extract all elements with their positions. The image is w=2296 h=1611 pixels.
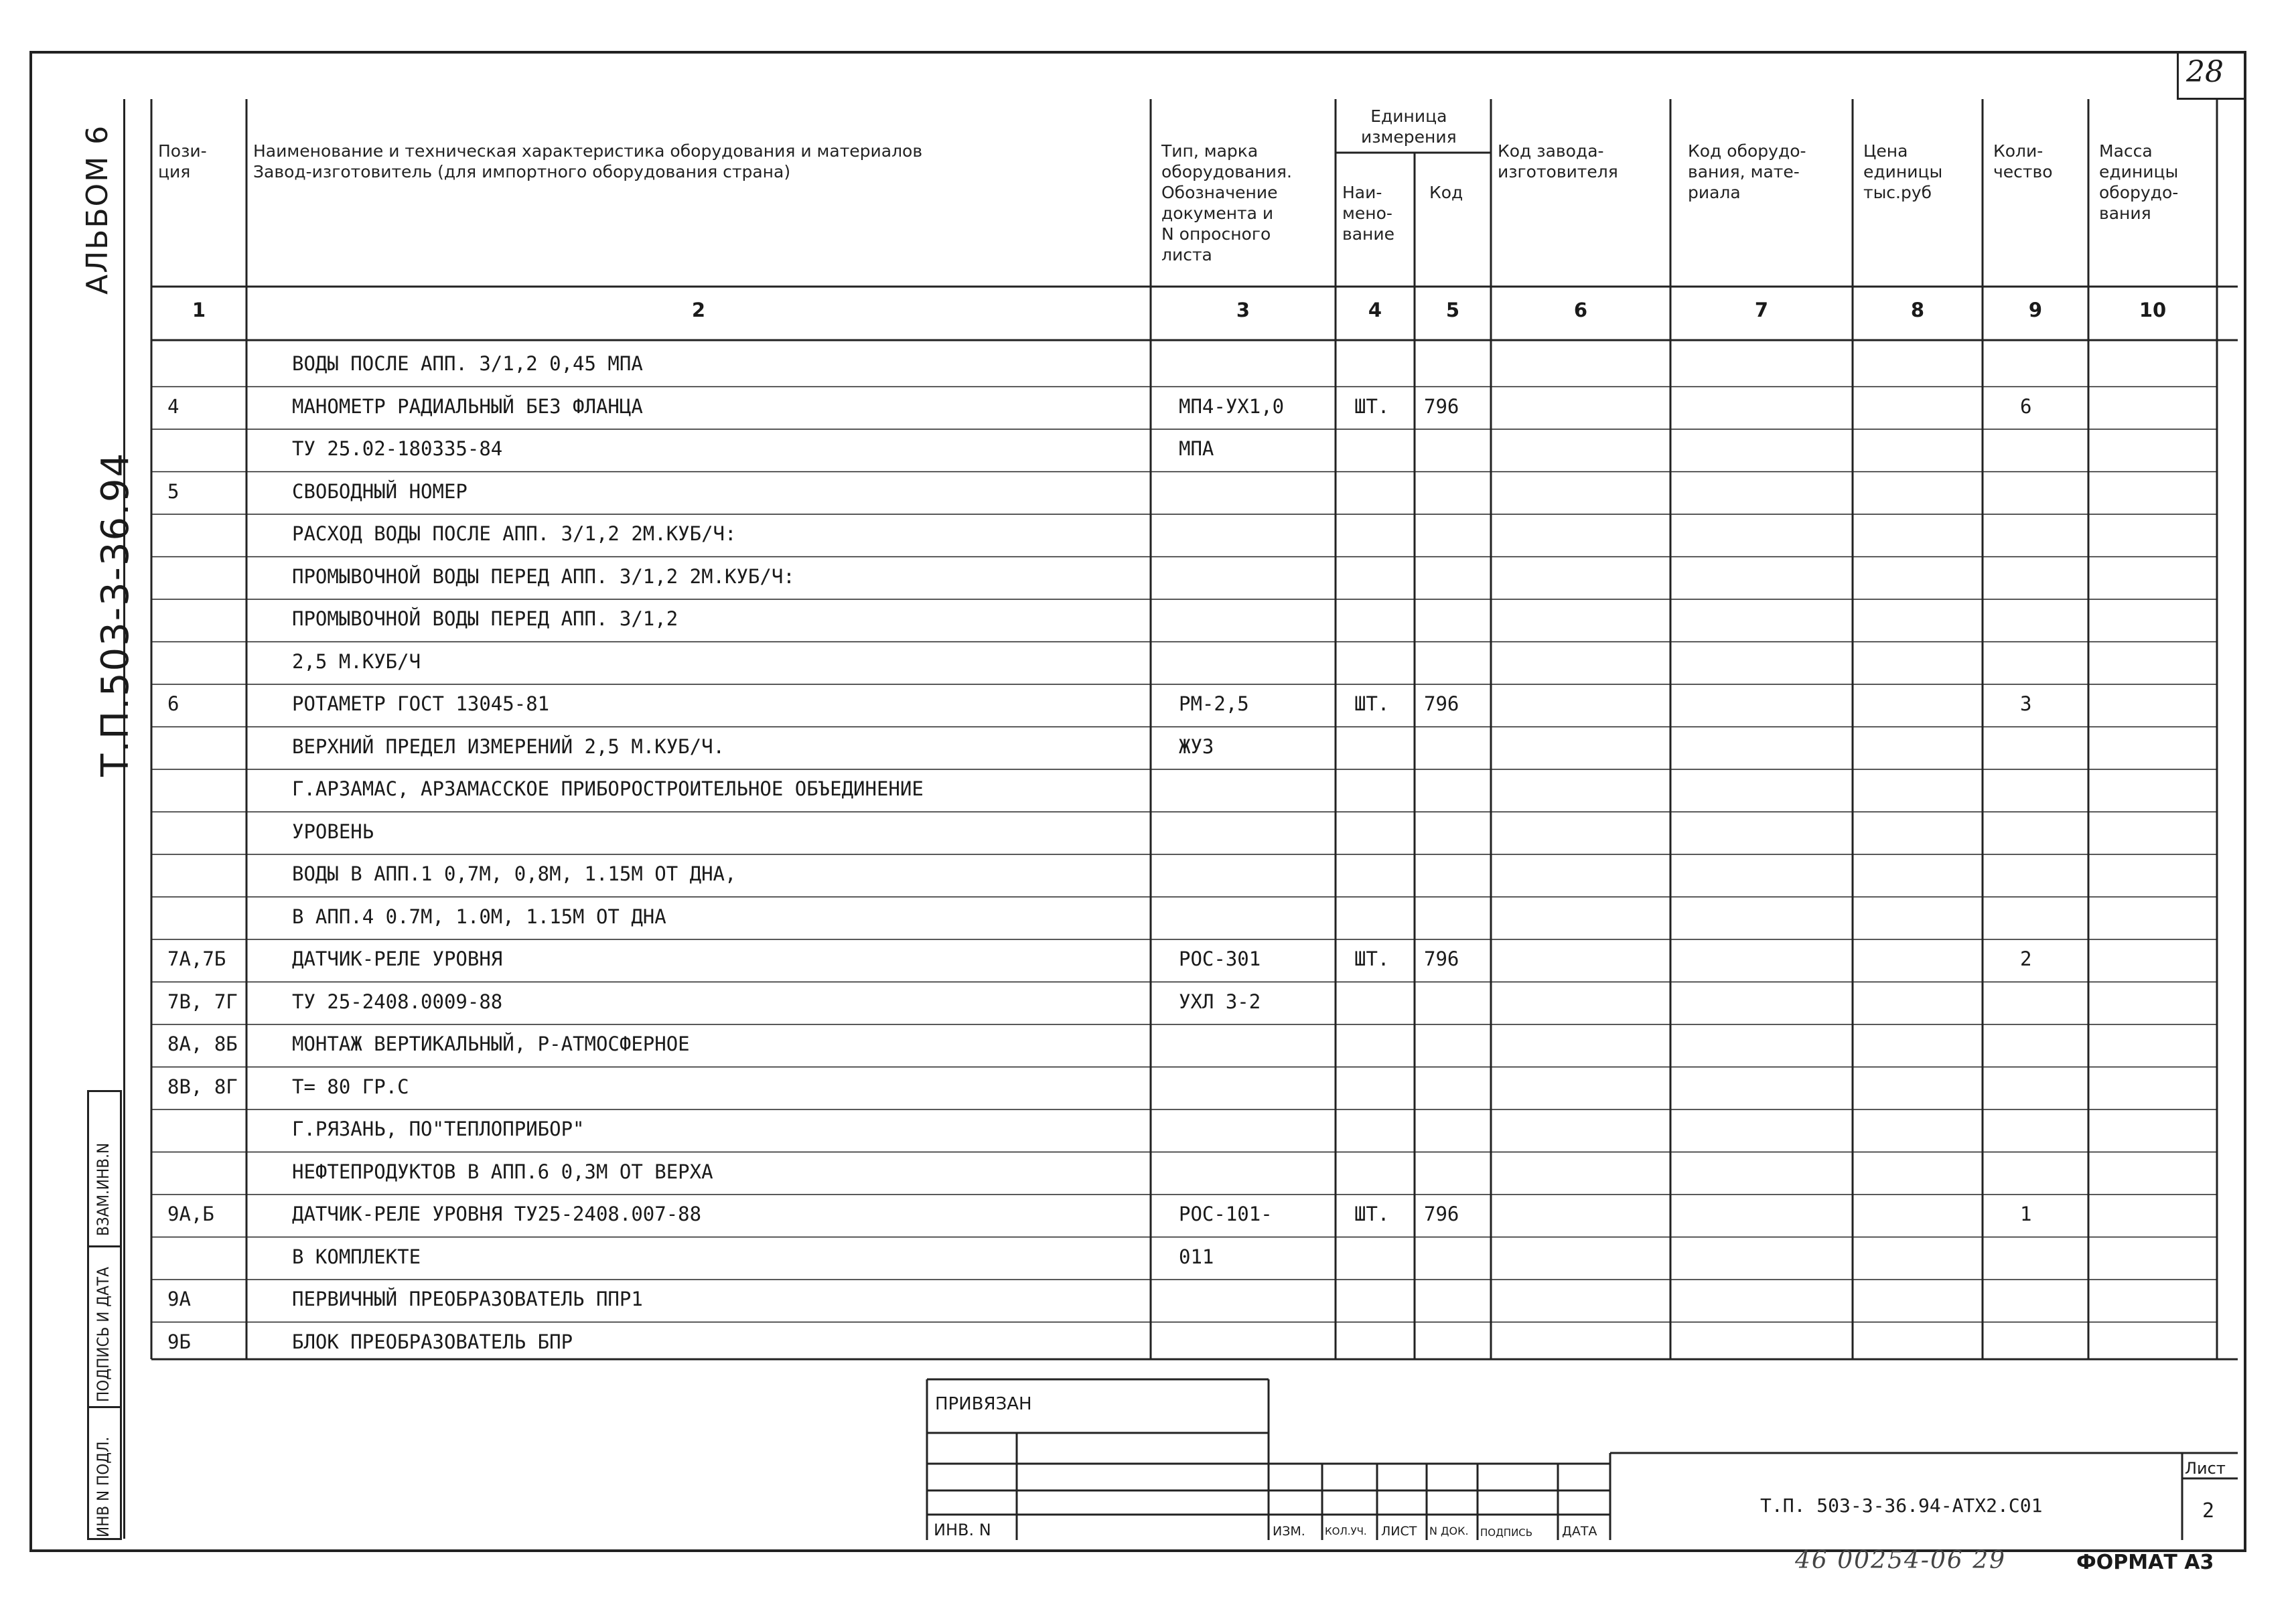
row-name: МАНОМЕТР РАДИАЛЬНЫЙ БЕЗ ФЛАНЦА xyxy=(292,394,643,418)
row-name: ПРОМЫВОЧНОЙ ВОДЫ ПЕРЕД АПП. 3/1,2 2М.КУБ/Ч: xyxy=(292,564,795,588)
row-name: МОНТАЖ ВЕРТИКАЛЬНЫЙ, Р-АТМОСФЕРНОЕ xyxy=(292,1032,690,1055)
row-type: ЖУЗ xyxy=(1179,735,1214,758)
column-number-10: 10 xyxy=(2139,299,2167,321)
format-label: ФОРМАТ А3 xyxy=(2076,1551,2214,1574)
header-unit-code: Код xyxy=(1429,183,1463,202)
row-quantity: 6 xyxy=(2020,394,2032,418)
row-name: БЛОК ПРЕОБРАЗОВАТЕЛЬ БПР xyxy=(292,1330,573,1353)
row-name: ВЕРХНИЙ ПРЕДЕЛ ИЗМЕРЕНИЙ 2,5 М.КУБ/Ч. xyxy=(292,735,725,758)
row-unit: ШТ. xyxy=(1354,692,1390,715)
row-name: НЕФТЕПРОДУКТОВ В АПП.6 0,3М ОТ ВЕРХА xyxy=(292,1160,713,1183)
row-name: Г.РЯЗАНЬ, ПО"ТЕПЛОПРИБОР" xyxy=(292,1118,585,1140)
row-name: РОТАМЕТР ГОСТ 13045-81 xyxy=(292,692,550,715)
header-equipment-code: Код оборудо- вания, мате- риала xyxy=(1688,141,1806,202)
header-price: Цена единицы тыс.руб xyxy=(1863,141,1943,202)
row-type: 011 xyxy=(1179,1245,1214,1268)
row-position: 8А, 8Б xyxy=(167,1032,238,1055)
row-type: МПА xyxy=(1179,437,1214,460)
header-mass: Масса единицы оборудо- вания xyxy=(2099,141,2179,223)
header-name: Наименование и техническая характеристика оборудования и материалов Завод-изготовитель (для импортного оборудования страна) xyxy=(253,141,923,181)
row-name: РАСХОД ВОДЫ ПОСЛЕ АПП. 3/1,2 2М.КУБ/Ч: xyxy=(292,522,737,545)
row-type: УХЛ 3-2 xyxy=(1179,990,1261,1013)
stamp-inv-number: ИНВ. N xyxy=(934,1521,991,1539)
stamp-col-podpis: ПОДПИСЬ xyxy=(1480,1527,1533,1539)
sheet-label: Лист xyxy=(2185,1459,2226,1478)
column-number-6: 6 xyxy=(1573,299,1588,321)
header-position: Пози- ция xyxy=(158,141,207,181)
header-unit-name: Наи- мено- вание xyxy=(1342,183,1395,244)
left-stamp-vzam: ВЗАМ.ИНВ.N xyxy=(94,1142,113,1236)
row-name: Т= 80 ГР.С xyxy=(292,1075,409,1098)
column-number-2: 2 xyxy=(691,299,706,321)
header-quantity: Коли- чество xyxy=(1993,141,2053,181)
row-unit-code: 796 xyxy=(1424,1203,1459,1225)
row-name: СВОБОДНЫЙ НОМЕР xyxy=(292,479,468,503)
row-position: 9А,Б xyxy=(167,1203,214,1225)
row-unit: ШТ. xyxy=(1354,1203,1390,1225)
row-name: ДАТЧИК-РЕЛЕ УРОВНЯ xyxy=(292,947,503,970)
row-position: 6 xyxy=(167,692,180,715)
stamp-col-ndok: N ДОК. xyxy=(1429,1525,1469,1537)
stamp-privyazan: ПРИВЯЗАН xyxy=(935,1394,1032,1414)
row-name: В КОМПЛЕКТЕ xyxy=(292,1245,421,1268)
document-code: Т.П. 503-3-36.94-АТХ2.С01 xyxy=(1760,1494,2043,1517)
column-number-9: 9 xyxy=(2028,299,2043,321)
stamp-col-kol: КОЛ.УЧ. xyxy=(1325,1525,1367,1537)
header-plant-code: Код завода- изготовителя xyxy=(1498,141,1618,181)
row-name: УРОВЕНЬ xyxy=(292,820,374,843)
row-name: 2,5 М.КУБ/Ч xyxy=(292,649,421,673)
album-label: АЛЬБОМ 6 xyxy=(80,124,115,295)
row-unit: ШТ. xyxy=(1354,394,1390,418)
column-number-1: 1 xyxy=(192,299,206,321)
row-quantity: 1 xyxy=(2020,1203,2032,1225)
column-number-7: 7 xyxy=(1754,299,1769,321)
row-unit-code: 796 xyxy=(1424,394,1459,418)
row-name: Г.АРЗАМАС, АРЗАМАССКОЕ ПРИБОРОСТРОИТЕЛЬНОЕ ОБЪЕДИНЕНИЕ xyxy=(292,777,924,800)
header-type: Тип, марка оборудования. Обозначение документа и N опросного листа xyxy=(1161,141,1292,264)
stamp-col-data: ДАТА xyxy=(1562,1524,1597,1539)
column-number-5: 5 xyxy=(1445,299,1460,321)
row-position: 7В, 7Г xyxy=(167,990,238,1013)
row-name: В АПП.4 0.7М, 1.0М, 1.15М ОТ ДНА xyxy=(292,905,666,928)
row-name: ТУ 25-2408.0009-88 xyxy=(292,990,503,1013)
row-name: ДАТЧИК-РЕЛЕ УРОВНЯ ТУ25-2408.007-88 xyxy=(292,1203,702,1225)
row-name: ПЕРВИЧНЫЙ ПРЕОБРАЗОВАТЕЛЬ ППР1 xyxy=(292,1288,643,1310)
stamp-col-list: ЛИСТ xyxy=(1381,1524,1417,1539)
header-unit-group: Единица измерения xyxy=(1361,106,1457,147)
row-type: МП4-УХ1,0 xyxy=(1179,394,1285,418)
row-unit-code: 796 xyxy=(1424,947,1459,970)
row-quantity: 3 xyxy=(2020,692,2032,715)
row-type: РОС-101- xyxy=(1179,1203,1273,1225)
row-position: 8В, 8Г xyxy=(167,1075,238,1098)
row-position: 9А xyxy=(167,1288,191,1310)
left-stamp-sign: ПОДПИСЬ И ДАТА xyxy=(94,1267,113,1402)
row-name: ПРОМЫВОЧНОЙ ВОДЫ ПЕРЕД АПП. 3/1,2 xyxy=(292,607,678,630)
handwritten-inventory: 46 00254-06 29 xyxy=(1795,1547,2006,1574)
sheet-number: 2 xyxy=(2202,1499,2215,1523)
row-name: ТУ 25.02-180335-84 xyxy=(292,437,503,460)
column-number-3: 3 xyxy=(1236,299,1250,321)
left-stamp-inv: ИНВ N ПОДЛ. xyxy=(94,1436,113,1537)
sheet-corner-number: 28 xyxy=(2186,55,2224,89)
row-quantity: 2 xyxy=(2020,947,2032,970)
row-position: 5 xyxy=(167,479,180,503)
column-number-4: 4 xyxy=(1368,299,1382,321)
row-name: ВОДЫ В АПП.1 0,7М, 0,8М, 1.15М ОТ ДНА, xyxy=(292,862,737,885)
row-type: РОС-301 xyxy=(1179,947,1261,970)
row-position: 4 xyxy=(167,394,180,418)
row-name: ВОДЫ ПОСЛЕ АПП. 3/1,2 0,45 МПА xyxy=(292,352,643,375)
column-number-8: 8 xyxy=(1910,299,1925,321)
row-position: 9Б xyxy=(167,1330,191,1353)
row-unit: ШТ. xyxy=(1354,947,1390,970)
row-type: РМ-2,5 xyxy=(1179,692,1249,715)
row-unit-code: 796 xyxy=(1424,692,1459,715)
project-number: Т.П.503-3-36.94 xyxy=(94,451,137,777)
row-position: 7А,7Б xyxy=(167,947,226,970)
stamp-col-izm: ИЗМ. xyxy=(1273,1524,1305,1539)
